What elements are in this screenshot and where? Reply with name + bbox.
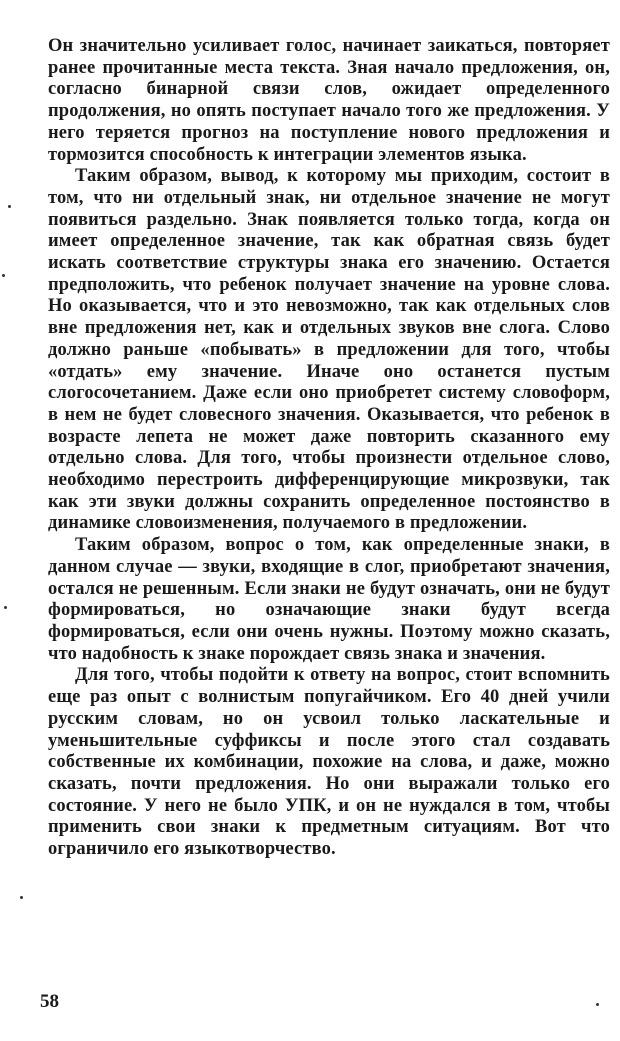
print-speck	[2, 274, 5, 277]
paragraph-4: Для того, чтобы подойти к ответу на вопрос, стоит вспомнить еще раз опыт с волнистым попугайчиком. Его 40 дней учили русским словам, но он усвоил только ласкательные и уменьшительные суффиксы и после этого стал создавать собственные их комбинации, похожие на слова, и даже, можно сказать, почти предложения. Но они выражали только его состояние. У него не было УПК, и он не нуждался в том, чтобы применить свои знаки к предметным ситуациям. Вот что ограничило его языкотворчество.	[48, 665, 610, 860]
page-number: 58	[40, 991, 59, 1012]
print-speck	[596, 1003, 599, 1006]
paragraph-2: Таким образом, вывод, к которому мы приходим, состоит в том, что ни отдельный знак, ни отдельное значение не могут появиться раздельно. Знак появляется только тогда, когда он имеет определенное значение, так как обратная связь будет искать соответствие структуры знака его значению. Остается предположить, что ребенок получает значение на уровне слова. Но оказывается, что и это невозможно, так как отдельных слов вне предложения нет, как и отдельных звуков вне слога. Слово должно раньше «побывать» в предложении для того, чтобы «отдать» ему значение. Иначе оно останется пустым слогосочетанием. Даже если оно приобретет систему словоформ, в нем не будет словесного значения. Оказывается, что ребенок в возрасте лепета не может даже повторить сказанного ему отдельно слова. Для того, чтобы произнести отдельное слово, необходимо перестроить дифференцирующие микрозвуки, так как эти звуки должны сохранить определенное постоянство в динамике словоизменения, получаемого в предложении.	[48, 166, 610, 534]
print-speck	[8, 205, 11, 208]
paragraph-1: Он значительно усиливает голос, начинает заикаться, повторяет ранее прочитанные места текста. Зная начало предложения, он, согласно бинарной связи слов, ожидает определенного продолжения, но опять поступает начало того же предложения. У него теряется прогноз на поступление нового предложения и тормозится способность к интеграции элементов языка.	[48, 36, 610, 165]
paragraph-3: Таким образом, вопрос о том, как определенные знаки, в данном случае — звуки, входящие в слог, приобретают значения, остался не решенным. Если знаки не будут означать, они не будут формироваться, но означающие знаки будут всегда формироваться, если они очень нужны. Поэтому можно сказать, что надобность к знаке порождает связь знака и значения.	[48, 535, 610, 664]
print-speck	[4, 606, 7, 609]
print-speck	[20, 896, 23, 899]
page-body	[48, 36, 610, 861]
